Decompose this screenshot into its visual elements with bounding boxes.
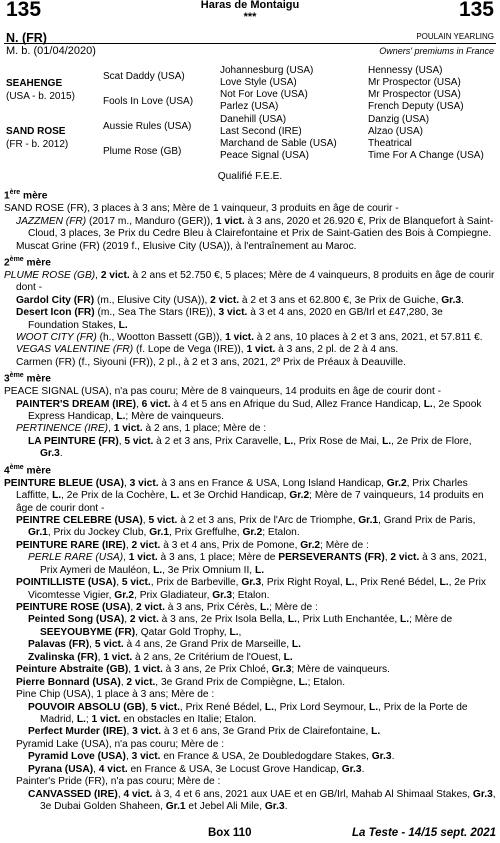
second-dam-section — [4, 256, 496, 369]
first-dam-section — [4, 189, 496, 253]
horse-birth: M. b. (01/04/2020) — [6, 45, 96, 57]
third-dam-section — [4, 372, 496, 460]
pedigree-gen2: Fools In Love (USA) — [103, 96, 194, 107]
pedigree-gen2: Aussie Rules (USA) — [103, 121, 192, 132]
section-heading: 2ème mère — [4, 256, 51, 269]
produce-line: PERTINENCE (IRE), 1 vict. à 2 ans, 1 place; Mère de : — [16, 423, 267, 435]
produce-line: POUVOIR ABSOLU (GB), 5 vict., Prix René Bédel, L., Prix Lord Seymour, L., Prix de la Porte de Madrid, L.; 1 vict. en obstacles en Italie; Etalon. — [28, 701, 468, 725]
horse-category: POULAIN YEARLING — [416, 32, 494, 41]
pedigree-gen2: Plume Rose (GB) — [103, 146, 182, 157]
lot-number-right: 135 — [458, 0, 494, 21]
pedigree-gen4: Danzig (USA) — [368, 114, 430, 125]
sale-name: La Teste - 14/15 sept. 2021 — [351, 827, 496, 839]
dam-line: SAND ROSE (FR), 3 places à 3 ans; Mère de 1 vainqueur, 3 produits en âge de courir - — [4, 203, 399, 215]
produce-line: PEINTRE CELEBRE (USA), 5 vict. à 2 et 3 ans, Prix de l'Arc de Triomphe, Gr.1, Grand Prix de Paris, Gr.1, Prix du Jockey Club, Gr.1, Prix Greffulhe, Gr.2; Etalon. — [16, 514, 476, 539]
horse-id-row — [4, 30, 496, 43]
produce-line: LA PEINTURE (FR), 5 vict. à 2 et 3 ans, Prix Caravelle, L., Prix Rose de Mai, L., 2e Prix de Flore, Gr.3. — [28, 435, 472, 460]
section-heading: 1ère mère — [4, 189, 48, 202]
produce-line: Pierre Bonnard (USA), 2 vict., 3e Grand Prix de Compiègne, L.; Etalon. — [16, 676, 346, 688]
section-heading: 4ème mère — [4, 463, 51, 477]
dam-line: PEINTURE BLEUE (USA), 3 vict. à 3 ans en France & USA, Long Island Handicap, Gr.2, Prix Charles Laffitte, L., 2e Prix de la Cochère, L. et 3e Orchid Handicap, Gr.2; Mère de 7 vainqueurs, 14 produits en âge de courir dont - — [4, 477, 484, 514]
sire-info: (USA - b. 2015) — [6, 91, 75, 102]
haras-stars: *** — [243, 10, 257, 23]
dam-info: (FR - b. 2012) — [6, 139, 69, 150]
owners-premium-note: Owners' premiums in France — [379, 46, 494, 56]
pedigree-gen4: French Deputy (USA) — [368, 101, 464, 112]
pedigree-gen3: Johannesburg (USA) — [220, 65, 314, 76]
pedigree-gen4: Theatrical — [368, 138, 412, 149]
pedigree-gen2: Scat Daddy (USA) — [103, 71, 185, 82]
produce-line: PERLE RARE (USA), 1 vict. à 3 ans, 1 place; Mère de PERSEVERANTS (FR), 2 vict. à 3 ans, 2021, Prix Aymeri de Mauléon, L., 3e Prix Omnium II, L. — [28, 552, 487, 576]
produce-line: Pyrana (USA), 4 vict. en France & USA, 3e Locust Grove Handicap, Gr.3. — [28, 763, 365, 775]
pedigree-gen3: Last Second (IRE) — [220, 126, 302, 137]
consignor-name — [4, 0, 496, 23]
produce-line: PEINTURE RARE (IRE), 2 vict. à 3 et 4 ans, Prix de Pomone, Gr.2; Mère de : — [16, 539, 369, 551]
produce-line: POINTILLISTE (USA), 5 vict., Prix de Barbeville, Gr.3, Prix Right Royal, L., Prix René Bédel, L., 2e Prix Vicomtesse Vigier, Gr.2, Prix Gladiateur, Gr.3; Etalon. — [16, 577, 486, 601]
produce-line: PAINTER'S DREAM (IRE), 6 vict. à 4 et 5 ans en Afrique du Sud, Allez France Handicap, L., 2e Spook Express Handicap, L.; Mère de vainqueurs. — [16, 398, 482, 423]
qualification-note: Qualifié F.E.E. — [217, 171, 283, 182]
page-header — [4, 0, 496, 30]
produce-line: CANVASSED (IRE), 4 vict. à 3, 4 et 6 ans, 2021 aux UAE et en GB/Irl, Mahab Al Shimaal Stakes, Gr.3, 3e Dubai Golden Shaheen, Gr.1 et Jebel Ali Mile, Gr.3. — [28, 788, 496, 812]
produce-line: WOOT CITY (FR) (h., Wootton Bassett (GB)), 1 vict. à 2 ans, 10 places à 2 et 3 ans, 2021, et 57.811 €. — [16, 332, 483, 344]
pedigree-gen4: Time For A Change (USA) — [368, 150, 484, 161]
produce-line: Painter's Pride (FR), n'a pas couru; Mère de : — [16, 776, 221, 788]
produce-line: Desert Icon (FR) (m., Sea The Stars (IRE)), 3 vict. à 3 et 4 ans, 2020 en GB/Irl et £47,280, 3e Foundation Stakes, L. — [16, 307, 443, 331]
produce-line: Pyramid Lake (USA), n'a pas couru; Mère de : — [16, 738, 225, 750]
box-number: Box 110 — [208, 827, 252, 839]
fourth-dam-section — [4, 464, 496, 814]
produce-line: Pyramid Love (USA), 3 vict. en France & USA, 2e Doubledogdare Stakes, Gr.3. — [28, 751, 395, 763]
dam-line: PEACE SIGNAL (USA), n'a pas couru; Mère de 8 vainqueurs, 14 produits en âge de courir dont - — [4, 386, 442, 398]
catalogue-page — [4, 0, 496, 813]
haras-name: Haras de Montaigu — [200, 0, 300, 11]
dam-line: PLUME ROSE (GB), 2 vict. à 2 ans et 52.750 €, 5 places; Mère de 4 vainqueurs, 8 produits en âge de courir dont - — [4, 269, 495, 294]
produce-line: Peinted Song (USA), 2 vict. à 3 ans, 2e Prix Isola Bella, L., Prix Luth Enchantée, L.; Mère de SEEYOUBYME (FR), Qatar Gold Trophy, L., — [28, 614, 453, 638]
pedigree-gen3: Not For Love (USA) — [220, 89, 308, 100]
produce-line: Carmen (FR) (f., Siyouni (FR)), 2 pl., à 2 et 3 ans, 2021, 2º Prix de Préaux à Deauville. — [16, 356, 406, 368]
produce-line: Peinture Abstraite (GB), 1 vict. à 3 ans, 2e Prix Chloé, Gr.3; Mère de vainqueurs. — [16, 664, 390, 676]
lot-number-left: 135 — [6, 0, 42, 21]
produce-line: Pine Chip (USA), 1 place à 3 ans; Mère de : — [16, 689, 215, 701]
pedigree-gen3: Parlez (USA) — [220, 101, 279, 112]
pedigree-table — [4, 61, 496, 167]
produce-line: PEINTURE ROSE (USA), 2 vict. à 3 ans, Prix Cérès, L.; Mère de : — [16, 602, 318, 613]
horse-name: N. (FR) — [6, 31, 47, 45]
pedigree-gen4: Mr Prospector (USA) — [368, 89, 461, 100]
produce-line: VEGAS VALENTINE (FR) (f. Lope de Vega (IRE)), 1 vict. à 3 ans, 2 pl. de 2 à 4 ans. — [16, 344, 399, 356]
produce-line: Gardol City (FR) (m., Elusive City (USA)), 2 vict. à 2 et 3 ans et 62.800 €, 3e Prix de Guiche, Gr.3. — [16, 294, 464, 306]
pedigree-gen3: Peace Signal (USA) — [220, 150, 309, 161]
pedigree-gen4: Hennessy (USA) — [368, 65, 443, 76]
produce-line: JAZZMEN (FR) (2017 m., Manduro (GER)), 1 vict. à 3 ans, 2020 et 26.920 €, Prix de Blanquefort à Saint-Cloud, 3 places, 3e Prix du Cedre Bleu à Clairefontaine et Prix de Saint-Gatien des Bois à Compiegne. — [16, 215, 494, 240]
produce-line: Muscat Grine (FR) (2019 f., Elusive City (USA)), à l'entraînement au Maroc. — [16, 240, 357, 252]
produce-line: Palavas (FR), 5 vict. à 4 ans, 2e Grand Prix de Marseille, L. — [28, 639, 301, 651]
page-footer — [0, 826, 500, 842]
section-heading: 3ème mère — [4, 372, 51, 385]
pedigree-gen4: Mr Prospector (USA) — [368, 77, 461, 88]
produce-line: Perfect Murder (IRE), 3 vict. à 3 et 6 ans, 3e Grand Prix de Clairefontaine, L. — [28, 726, 381, 738]
dam-name: SAND ROSE — [6, 126, 66, 137]
pedigree-gen3: Danehill (USA) — [220, 114, 287, 125]
produce-line: Zvalinska (FR), 1 vict. à 2 ans, 2e Critérium de l'Ouest, L. — [28, 651, 293, 663]
birth-row — [4, 44, 496, 61]
pedigree-gen3: Love Style (USA) — [220, 77, 297, 88]
sire-name: SEAHENGE — [6, 78, 63, 89]
pedigree-gen4: Alzao (USA) — [368, 126, 424, 137]
pedigree-gen3: Marchand de Sable (USA) — [220, 138, 337, 149]
